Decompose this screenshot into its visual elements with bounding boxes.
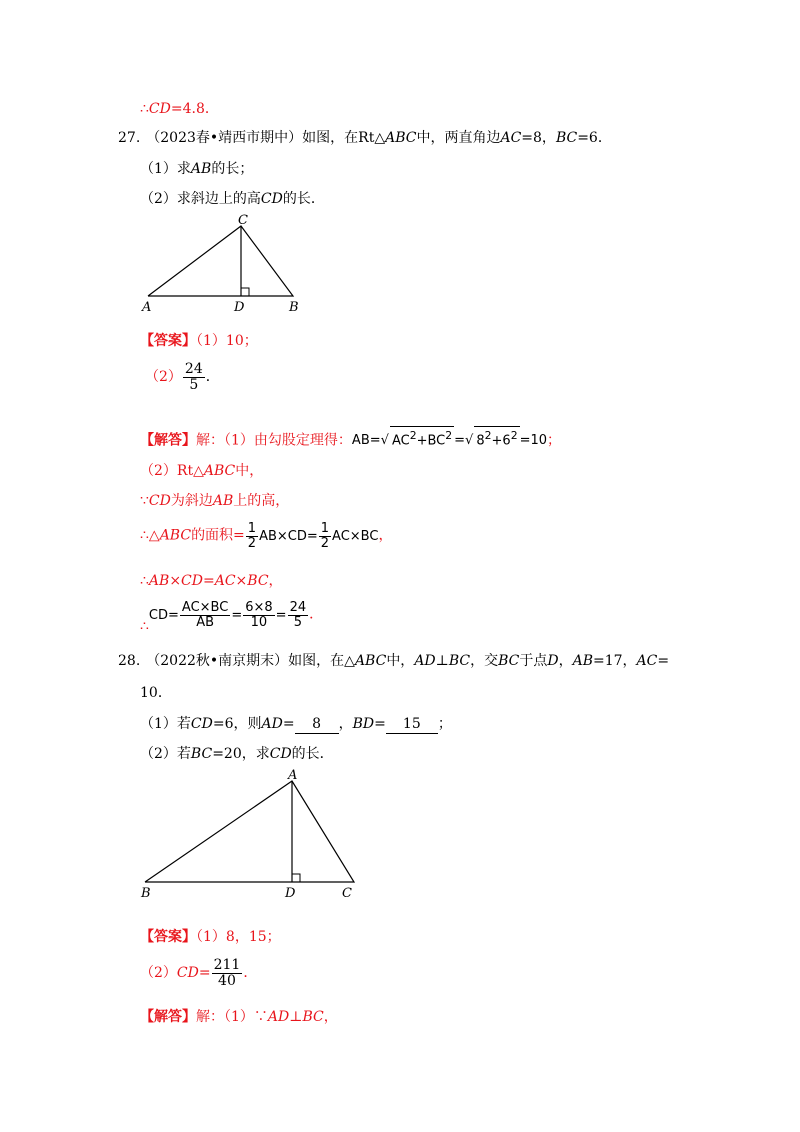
vertex-label-a: A: [142, 300, 152, 315]
question-number: 27.: [118, 130, 141, 146]
triangle-abc: [145, 781, 354, 882]
prev-conclusion: ∴CD=4.8．: [140, 101, 219, 117]
vertex-label-d: D: [234, 300, 245, 315]
question-source: （2023春•靖西市期中）: [146, 130, 303, 146]
solution-tag: 【解答】: [140, 1009, 196, 1025]
q27-answer-line2: （2） $\frac{24}{5}$ ．: [145, 361, 220, 393]
vertex-label-b: B: [289, 300, 299, 315]
cd-formula: CD= $\frac{AC\times BC}{AB}$ = $\frac{6\times 8}{10}$ = $\frac{24}{5}$: [148, 600, 307, 630]
q27-solution-line1: 【解答】解：（1）由勾股定理得：AB=√ $AC^2+BC^2$ =√ $8^2+6^2 =10$；: [140, 426, 561, 450]
pythagoras-formula: AB=√ $AC^2+BC^2$ =√ $8^2+6^2 =10$: [352, 433, 547, 448]
q28-stem: 28. （2022秋•南京期末）如图，在△ABC中，AD⊥BC，交BC于点D，AB=17，AC=: [118, 653, 670, 669]
q27-answer-line1: 【答案】（1）10；: [140, 333, 258, 349]
answer-blank: 15: [386, 715, 438, 734]
vertex-label-c: C: [342, 886, 352, 901]
area-formula: $\frac{1}{2}$ AB×CD= $\frac{1}{2}$ AC×BC: [247, 521, 379, 551]
q28-answer-line2: （2）CD= $\frac{211}{40}$ ．: [140, 957, 258, 989]
q27-part2: （2）求斜边上的高CD的长．: [140, 191, 325, 207]
q27-solution-line4: ∴△ABC的面积= $\frac{1}{2}$ AB×CD= $\frac{1}{2}$ AC×BC，: [140, 521, 393, 551]
fraction: $\frac{211}{40}$: [213, 957, 241, 989]
vertex-label-b: B: [141, 886, 151, 901]
solution-tag: 【解答】: [140, 432, 196, 449]
sqrt-icon: √: [380, 433, 389, 449]
q28-part1: （1）若CD=6，则AD= 8 ，BD= 15 ；: [140, 716, 452, 732]
therefore-symbol: ∴: [140, 101, 149, 117]
question-source: （2022秋•南京期末）: [146, 653, 289, 669]
vertex-label-d: D: [285, 886, 296, 901]
fraction: $\frac{24}{5}$: [184, 361, 203, 393]
q27-solution-line6: ∴CD= $\frac{AC\times BC}{AB}$ = $\frac{6\times 8}{10}$ = $\frac{24}{5}$ ．: [140, 600, 324, 635]
q28-stem-line2: 10．: [140, 685, 172, 701]
q28-solution-line1: 【解答】解：（1）∵AD⊥BC，: [140, 1009, 338, 1025]
q27-part1: （1）求AB的长；: [140, 161, 254, 177]
q28-part2: （2）若BC=20，求CD的长．: [140, 746, 334, 762]
q27-stem: 27. （2023春•靖西市期中）如图，在Rt△ABC中，两直角边AC=8，BC=6．: [118, 130, 612, 146]
right-angle-mark: [241, 288, 249, 296]
triangle-abc: [148, 226, 293, 296]
q28-answer-line1: 【答案】（1）8，15；: [140, 929, 281, 945]
sqrt-icon: √: [465, 433, 474, 449]
vertex-label-a: A: [288, 768, 298, 783]
q27-triangle-figure: [138, 212, 308, 318]
q28-triangle-figure: [136, 766, 366, 902]
question-number: 28.: [118, 653, 141, 669]
q27-solution-line5: ∴AB×CD=AC×BC，: [140, 573, 283, 589]
answer-blank: 8: [295, 715, 339, 734]
answer-tag: 【答案】: [140, 333, 196, 349]
q27-solution-line3: ∵CD为斜边AB上的高，: [140, 493, 290, 509]
because-symbol: ∵: [140, 493, 149, 509]
vertex-label-c: C: [238, 213, 248, 228]
right-angle-mark: [292, 874, 300, 882]
q27-solution-line2: （2）Rt△ABC中，: [140, 463, 264, 479]
answer-tag: 【答案】: [140, 929, 196, 945]
